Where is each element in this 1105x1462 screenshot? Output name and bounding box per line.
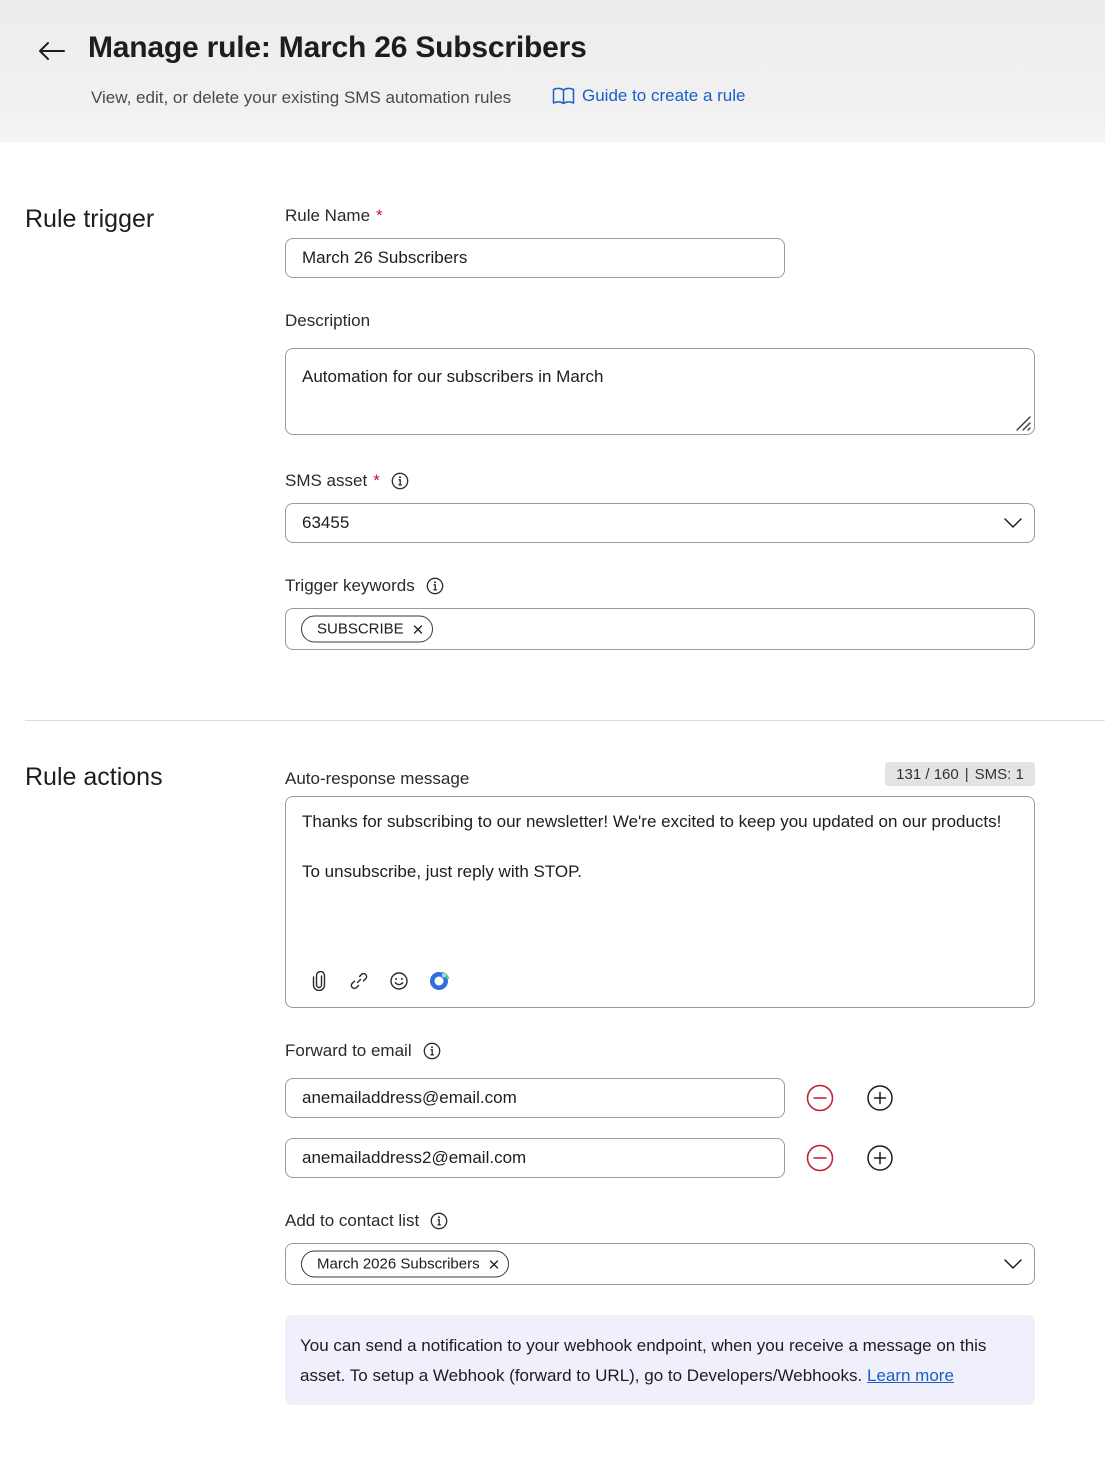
required-mark: * bbox=[373, 471, 380, 490]
page-subtitle: View, edit, or delete your existing SMS automation rules bbox=[91, 88, 512, 107]
sms-asset-select[interactable] bbox=[285, 503, 1035, 543]
remove-email-button[interactable] bbox=[806, 1144, 834, 1172]
info-icon[interactable] bbox=[430, 1212, 448, 1230]
paperclip-icon[interactable] bbox=[308, 970, 330, 992]
trigger-keywords-label-text: Trigger keywords bbox=[285, 576, 415, 595]
emoji-icon[interactable] bbox=[388, 970, 410, 992]
sms-asset-label-text: SMS asset bbox=[285, 471, 368, 490]
contact-list-chip-label: March 2026 Subscribers bbox=[317, 1255, 480, 1273]
close-icon[interactable] bbox=[489, 1259, 499, 1269]
rule-actions-heading: Rule actions bbox=[25, 763, 163, 791]
required-mark: * bbox=[376, 206, 383, 225]
description-label-text: Description bbox=[285, 311, 371, 330]
ai-assistant-icon[interactable] bbox=[428, 970, 450, 992]
description-value: Automation for our subscribers in March bbox=[302, 367, 604, 386]
webhook-notice-text: You can send a notification to your webhook endpoint, when you receive a message on this asset. To setup a Webhook (forward to URL), go to Developers/Webhooks. bbox=[300, 1336, 987, 1385]
forward-email-label bbox=[285, 1041, 441, 1061]
add-email-button[interactable] bbox=[866, 1144, 894, 1172]
guide-link[interactable] bbox=[552, 86, 745, 106]
char-count: 131 / 160 bbox=[896, 765, 959, 783]
rule-name-input[interactable] bbox=[285, 238, 785, 278]
guide-link-label: Guide to create a rule bbox=[582, 86, 746, 105]
sms-asset-value: 63455 bbox=[302, 513, 350, 532]
counter-separator: | bbox=[964, 765, 969, 783]
info-icon[interactable] bbox=[426, 577, 444, 595]
back-button[interactable] bbox=[34, 34, 68, 68]
auto-response-value: Thanks for subscribing to our newsletter! We're excited to keep you updated on our products! To unsubscribe, just reply with STOP. bbox=[302, 812, 1002, 881]
learn-more-link[interactable]: Learn more bbox=[866, 1366, 954, 1385]
auto-response-textarea[interactable] bbox=[285, 796, 1035, 1008]
plus-circle-icon bbox=[866, 1144, 894, 1172]
message-toolbar bbox=[308, 970, 450, 992]
book-icon bbox=[552, 87, 575, 105]
page-header bbox=[0, 0, 1105, 142]
contact-list-chip bbox=[301, 1251, 509, 1278]
rule-name-label-text: Rule Name bbox=[285, 206, 371, 225]
keyword-chip bbox=[301, 616, 433, 643]
minus-circle-icon bbox=[806, 1144, 834, 1172]
webhook-notice bbox=[285, 1315, 1035, 1405]
sms-asset-label bbox=[285, 471, 409, 491]
description-label bbox=[285, 311, 370, 331]
auto-response-label-text: Auto-response message bbox=[285, 769, 470, 788]
rule-name-label bbox=[285, 206, 383, 226]
description-textarea[interactable] bbox=[285, 348, 1035, 435]
chevron-down-icon[interactable] bbox=[1004, 1259, 1022, 1269]
page-title: Manage rule: March 26 Subscribers bbox=[88, 31, 587, 64]
contact-list-label bbox=[285, 1211, 448, 1231]
email-value: anemailaddress2@email.com bbox=[302, 1148, 527, 1167]
trigger-keywords-input[interactable] bbox=[285, 608, 1035, 650]
section-divider bbox=[25, 720, 1105, 721]
close-icon[interactable] bbox=[413, 624, 423, 634]
rule-name-value: March 26 Subscribers bbox=[302, 248, 468, 267]
link-icon[interactable] bbox=[348, 970, 370, 992]
character-counter bbox=[885, 762, 1035, 786]
arrow-left-icon bbox=[37, 41, 65, 61]
contact-list-select[interactable] bbox=[285, 1243, 1035, 1285]
email-field[interactable] bbox=[285, 1138, 785, 1178]
info-icon[interactable] bbox=[391, 472, 409, 490]
forward-email-label-text: Forward to email bbox=[285, 1041, 412, 1060]
email-value: anemailaddress@email.com bbox=[302, 1088, 517, 1107]
keyword-chip-label: SUBSCRIBE bbox=[317, 620, 404, 638]
info-icon[interactable] bbox=[423, 1042, 441, 1060]
sms-count: SMS: 1 bbox=[974, 765, 1024, 783]
plus-circle-icon bbox=[866, 1084, 894, 1112]
minus-circle-icon bbox=[806, 1084, 834, 1112]
auto-response-label bbox=[285, 769, 469, 789]
remove-email-button[interactable] bbox=[806, 1084, 834, 1112]
contact-list-label-text: Add to contact list bbox=[285, 1211, 420, 1230]
rule-trigger-heading: Rule trigger bbox=[25, 205, 155, 233]
trigger-keywords-label bbox=[285, 576, 444, 596]
add-email-button[interactable] bbox=[866, 1084, 894, 1112]
chevron-down-icon bbox=[1004, 518, 1022, 528]
resize-handle-icon[interactable] bbox=[1014, 414, 1032, 432]
email-field[interactable] bbox=[285, 1078, 785, 1118]
